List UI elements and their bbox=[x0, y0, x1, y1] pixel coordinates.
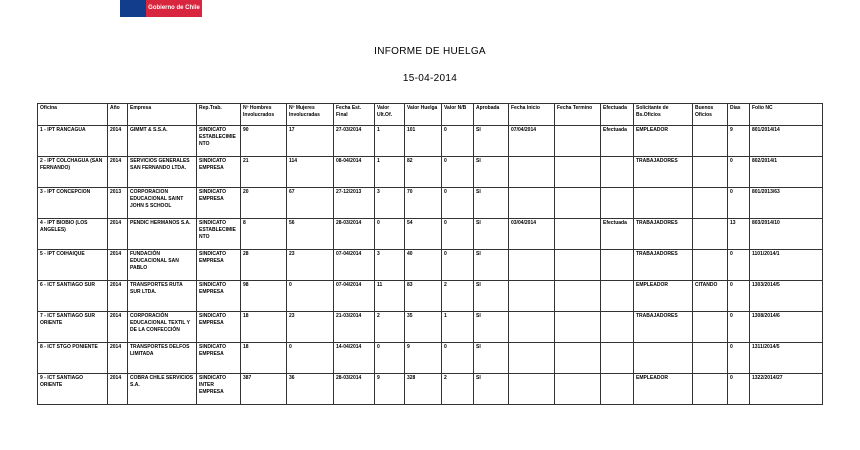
table-cell: SINDICATO INTER EMPRESA bbox=[197, 374, 241, 405]
table-cell: 328 bbox=[405, 374, 442, 405]
table-cell: 9 bbox=[728, 126, 750, 157]
table-cell: SINDICATO EMPRESA bbox=[197, 281, 241, 312]
table-cell: 1 bbox=[375, 126, 405, 157]
table-cell: 0 bbox=[287, 343, 334, 374]
table-cell: 0 bbox=[287, 281, 334, 312]
column-header: Folio NC bbox=[750, 104, 823, 126]
table-cell: 114 bbox=[287, 157, 334, 188]
table-cell bbox=[693, 343, 728, 374]
gobierno-logo-text: Gobierno de Chile bbox=[146, 0, 202, 17]
table-cell: 7 - ICT SANTIAGO SUR ORIENTE bbox=[38, 312, 108, 343]
table-cell: 0 bbox=[375, 343, 405, 374]
column-header: Fecha Inicio bbox=[509, 104, 555, 126]
table-cell bbox=[601, 157, 634, 188]
table-cell: 23 bbox=[287, 312, 334, 343]
table-cell: 08-04/2014 bbox=[334, 157, 375, 188]
table-cell: 9 bbox=[405, 343, 442, 374]
table-row bbox=[38, 312, 823, 343]
table-cell bbox=[555, 281, 601, 312]
table-cell: 101 bbox=[405, 126, 442, 157]
table-cell: 27-03/2014 bbox=[334, 126, 375, 157]
table-cell: 1308/2014/6 bbox=[750, 312, 823, 343]
table-cell bbox=[601, 374, 634, 405]
table-cell: 2014 bbox=[108, 374, 128, 405]
table-cell: 28 bbox=[241, 250, 287, 281]
table-cell bbox=[601, 281, 634, 312]
table-cell: CORPORACION EDUCACIONAL SAINT JOHN S SCHOOL bbox=[128, 188, 197, 219]
table-cell: SI bbox=[474, 281, 509, 312]
column-header: Valor Huelga bbox=[405, 104, 442, 126]
table-cell: 2 bbox=[375, 312, 405, 343]
table-cell: GIMMT & S.S.A. bbox=[128, 126, 197, 157]
table-cell: 2014 bbox=[108, 312, 128, 343]
table-cell bbox=[634, 188, 693, 219]
table-cell: 1303/2014/5 bbox=[750, 281, 823, 312]
column-header: Nº Hombres Involucrados bbox=[241, 104, 287, 126]
table-cell: 13 bbox=[728, 219, 750, 250]
table-row bbox=[38, 126, 823, 157]
column-header: Efectuada bbox=[601, 104, 634, 126]
table-cell: SI bbox=[474, 126, 509, 157]
table-body bbox=[38, 126, 823, 405]
table-cell: 801/2013/63 bbox=[750, 188, 823, 219]
report-date: 15-04-2014 bbox=[402, 73, 458, 84]
column-header: Fecha Termino bbox=[555, 104, 601, 126]
column-header: Días bbox=[728, 104, 750, 126]
table-cell: 0 bbox=[728, 188, 750, 219]
report-title: INFORME DE HUELGA bbox=[374, 46, 486, 57]
table-row bbox=[38, 343, 823, 374]
table-cell: SINDICATO EMPRESA bbox=[197, 343, 241, 374]
table-cell: 2013 bbox=[108, 188, 128, 219]
table-cell: 23 bbox=[287, 250, 334, 281]
table-cell: 2014 bbox=[108, 343, 128, 374]
table-cell bbox=[555, 343, 601, 374]
table-cell: 70 bbox=[405, 188, 442, 219]
table-cell: 0 bbox=[442, 126, 474, 157]
table-cell bbox=[634, 343, 693, 374]
table-cell bbox=[555, 312, 601, 343]
column-header: Año bbox=[108, 104, 128, 126]
table-cell: 0 bbox=[442, 250, 474, 281]
table-cell: 82 bbox=[405, 157, 442, 188]
table-cell: 35 bbox=[405, 312, 442, 343]
table-cell bbox=[509, 250, 555, 281]
column-header: Valor Ult.Of. bbox=[375, 104, 405, 126]
table-cell bbox=[555, 219, 601, 250]
table-cell: SERVICIOS GENERALES SAN FERNANDO LTDA. bbox=[128, 157, 197, 188]
table-cell: 0 bbox=[442, 157, 474, 188]
table-cell bbox=[693, 188, 728, 219]
table-cell: 5 - IPT COIHAIQUE bbox=[38, 250, 108, 281]
table-cell: SINDICATO EMPRESA bbox=[197, 188, 241, 219]
column-header: Aprobada bbox=[474, 104, 509, 126]
table-cell: SI bbox=[474, 157, 509, 188]
table-cell: 67 bbox=[287, 188, 334, 219]
table-row bbox=[38, 219, 823, 250]
table-cell: Efectuada bbox=[601, 219, 634, 250]
table-cell bbox=[509, 281, 555, 312]
table-cell: 8 bbox=[241, 219, 287, 250]
table-cell: 27-12/2013 bbox=[334, 188, 375, 219]
table-cell: 2014 bbox=[108, 281, 128, 312]
table-cell: 2014 bbox=[108, 250, 128, 281]
table-cell: EMPLEADOR bbox=[634, 374, 693, 405]
table-cell: COBRA CHILE SERVICIOS S.A. bbox=[128, 374, 197, 405]
table-cell: TRANSPORTES RUTA SUR LTDA. bbox=[128, 281, 197, 312]
table-cell: EMPLEADOR bbox=[634, 126, 693, 157]
table-cell: 0 bbox=[728, 374, 750, 405]
table-cell bbox=[509, 343, 555, 374]
table-cell bbox=[555, 188, 601, 219]
table-cell: 2 bbox=[442, 281, 474, 312]
table-cell: 83 bbox=[405, 281, 442, 312]
table-cell bbox=[693, 312, 728, 343]
table-cell: 387 bbox=[241, 374, 287, 405]
table-cell bbox=[693, 126, 728, 157]
table-cell bbox=[601, 188, 634, 219]
table-cell: CITANDO bbox=[693, 281, 728, 312]
table-cell: 2 bbox=[442, 374, 474, 405]
table-cell: 1 - IPT RANCAGUA bbox=[38, 126, 108, 157]
table-cell: 9 bbox=[375, 374, 405, 405]
table-cell: 802/2014/1 bbox=[750, 157, 823, 188]
table-cell: 20 bbox=[241, 188, 287, 219]
table-cell: 801/2014/14 bbox=[750, 126, 823, 157]
table-cell bbox=[509, 374, 555, 405]
table-cell: 3 bbox=[375, 188, 405, 219]
column-header: Buenos Oficios bbox=[693, 104, 728, 126]
table-cell bbox=[555, 250, 601, 281]
table-cell: TRABAJADORES bbox=[634, 250, 693, 281]
table-cell: Efectuada bbox=[601, 126, 634, 157]
table-cell: TRABAJADORES bbox=[634, 157, 693, 188]
table-cell: 07-04/2014 bbox=[334, 281, 375, 312]
table-cell: 0 bbox=[442, 343, 474, 374]
table-cell: 3 - IPT CONCEPCION bbox=[38, 188, 108, 219]
table-cell bbox=[509, 188, 555, 219]
table-cell: SI bbox=[474, 312, 509, 343]
column-header: Nº Mujeres Involucradas bbox=[287, 104, 334, 126]
table-cell: 18 bbox=[241, 312, 287, 343]
table-cell: 2014 bbox=[108, 157, 128, 188]
table-row bbox=[38, 374, 823, 405]
strike-report-table bbox=[37, 103, 823, 405]
table-cell: 0 bbox=[442, 219, 474, 250]
table-cell: 803/2014/10 bbox=[750, 219, 823, 250]
table-cell: SINDICATO ESTABLECIMIENTO bbox=[197, 126, 241, 157]
table-cell: CORPORACIÓN EDUCACIONAL TEXTIL Y DE LA CONFECCIÓN bbox=[128, 312, 197, 343]
table-cell: SINDICATO ESTABLECIMIENTO bbox=[197, 219, 241, 250]
table-cell: 0 bbox=[728, 250, 750, 281]
table-cell: 54 bbox=[405, 219, 442, 250]
column-header: Rep.Trab. bbox=[197, 104, 241, 126]
table-cell bbox=[601, 343, 634, 374]
table-cell: 6 - ICT SANTIAGO SUR bbox=[38, 281, 108, 312]
table-cell: 2 - IPT COLCHAGUA (SAN FERNANDO) bbox=[38, 157, 108, 188]
table-cell: FUNDACIÓN EDUCACIONAL SAN PABLO bbox=[128, 250, 197, 281]
table-cell: 90 bbox=[241, 126, 287, 157]
table-cell: 21-03/2014 bbox=[334, 312, 375, 343]
table-cell: SINDICATO EMPRESA bbox=[197, 312, 241, 343]
table-cell: 1 bbox=[442, 312, 474, 343]
table-cell: 98 bbox=[241, 281, 287, 312]
table-cell: 4 - IPT BIOBIO (LOS ANGELES) bbox=[38, 219, 108, 250]
table-cell bbox=[693, 374, 728, 405]
table-cell: SI bbox=[474, 374, 509, 405]
table-cell: PENDIC HERMANOS S.A. bbox=[128, 219, 197, 250]
table-cell: 0 bbox=[442, 188, 474, 219]
table-cell: 56 bbox=[287, 219, 334, 250]
table-cell: 1311/2014/5 bbox=[750, 343, 823, 374]
column-header: Fecha Est. Final bbox=[334, 104, 375, 126]
table-row bbox=[38, 281, 823, 312]
table-cell: 03/04/2014 bbox=[509, 219, 555, 250]
table-cell bbox=[601, 250, 634, 281]
table-cell bbox=[693, 219, 728, 250]
column-header: Valor N/B bbox=[442, 104, 474, 126]
table-cell: SI bbox=[474, 250, 509, 281]
column-header: Empresa bbox=[128, 104, 197, 126]
table-cell: 1 bbox=[375, 157, 405, 188]
column-header: Solicitante de Bs.Oficios bbox=[634, 104, 693, 126]
table-cell: 2014 bbox=[108, 126, 128, 157]
table-cell: 17 bbox=[287, 126, 334, 157]
table-cell: 14-04/2014 bbox=[334, 343, 375, 374]
table-header-row bbox=[38, 104, 823, 126]
table-cell: 0 bbox=[728, 157, 750, 188]
table-cell: 1101/2014/1 bbox=[750, 250, 823, 281]
table-cell bbox=[601, 312, 634, 343]
table-cell: 8 - ICT STGO PONIENTE bbox=[38, 343, 108, 374]
table-cell: SINDICATO EMPRESA bbox=[197, 157, 241, 188]
table-row bbox=[38, 188, 823, 219]
table-cell: 11 bbox=[375, 281, 405, 312]
table-cell: SI bbox=[474, 188, 509, 219]
table-cell bbox=[693, 250, 728, 281]
table-cell: 1322/2014/27 bbox=[750, 374, 823, 405]
table-cell: 18 bbox=[241, 343, 287, 374]
table-cell: 40 bbox=[405, 250, 442, 281]
table-cell: 28-03/2014 bbox=[334, 219, 375, 250]
table-cell: 9 - ICT SANTIAGO ORIENTE bbox=[38, 374, 108, 405]
table-cell: TRANSPORTES DELFOS LIMITADA bbox=[128, 343, 197, 374]
table-cell: 36 bbox=[287, 374, 334, 405]
table-row bbox=[38, 250, 823, 281]
table-cell bbox=[555, 126, 601, 157]
table-cell: 3 bbox=[375, 250, 405, 281]
table-cell: 0 bbox=[375, 219, 405, 250]
table-cell bbox=[555, 157, 601, 188]
table-cell bbox=[509, 312, 555, 343]
column-header: Oficina bbox=[38, 104, 108, 126]
table-cell: 0 bbox=[728, 343, 750, 374]
table-cell: 28-03/2014 bbox=[334, 374, 375, 405]
table-cell: TRABAJADORES bbox=[634, 219, 693, 250]
table-cell: SI bbox=[474, 219, 509, 250]
table-cell: TRABAJADORES bbox=[634, 312, 693, 343]
table-cell: SINDICATO EMPRESA bbox=[197, 250, 241, 281]
table-row bbox=[38, 157, 823, 188]
table-cell: 07/04/2014 bbox=[509, 126, 555, 157]
table-cell: 0 bbox=[728, 312, 750, 343]
table-cell bbox=[555, 374, 601, 405]
table-cell: 0 bbox=[728, 281, 750, 312]
table-cell bbox=[509, 157, 555, 188]
table-cell bbox=[693, 157, 728, 188]
table-cell: 2014 bbox=[108, 219, 128, 250]
table-cell: EMPLEADOR bbox=[634, 281, 693, 312]
table-cell: 21 bbox=[241, 157, 287, 188]
table-cell: 07-04/2014 bbox=[334, 250, 375, 281]
table-cell: SI bbox=[474, 343, 509, 374]
